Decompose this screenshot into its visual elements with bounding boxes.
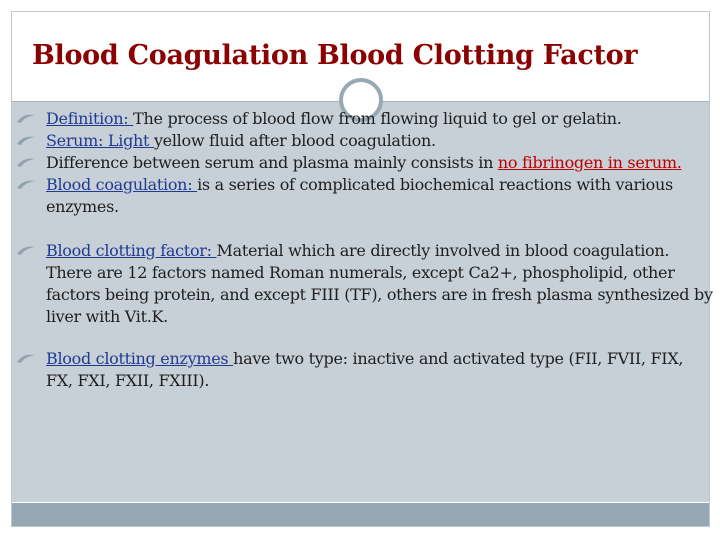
bullet-text: The process of blood flow from flowing liquid to gel or gelatin.	[133, 109, 622, 128]
bullet-term: Definition:	[46, 109, 134, 128]
bullet-swoosh-icon	[16, 113, 36, 124]
bullet-blood-coagulation	[14, 174, 714, 218]
bullet-text: have two type: inactive and activated type (FII, FVII, FIX, FX, FXI, FXII, FXIII).	[46, 349, 684, 390]
bullet-term: Blood clotting factor:	[46, 241, 217, 260]
bullet-swoosh-icon	[16, 157, 36, 168]
bullet-text: yellow fluid after blood coagulation.	[153, 131, 436, 150]
footer-bar	[12, 503, 709, 526]
bullet-swoosh-icon	[16, 179, 36, 190]
bullet-text: Difference between serum and plasma mainly consists in	[46, 153, 498, 172]
bullet-swoosh-icon	[16, 353, 36, 364]
bullet-difference	[14, 152, 714, 174]
bullet-highlight: no fibrinogen in serum.	[497, 153, 682, 172]
bullet-swoosh-icon	[16, 245, 36, 256]
bullet-clotting-enzymes	[14, 348, 714, 392]
bullet-text: Material which are directly involved in blood coagulation. There are 12 factors named Roman numerals, except Ca2+, phospholipid, other factors being protein, and except FIII (TF), others are in fresh plasma synthesized by liver with Vit.K.	[46, 241, 713, 326]
bullet-term: Blood coagulation:	[46, 175, 198, 194]
bullet-clotting-factor	[14, 240, 714, 328]
bullet-term: Blood clotting enzymes	[46, 349, 234, 368]
bullet-definition	[14, 108, 714, 130]
slide-title: Blood Coagulation Blood Clotting Factor	[32, 40, 638, 71]
bullet-swoosh-icon	[16, 135, 36, 146]
bullet-term: Serum: Light	[46, 131, 154, 150]
bullet-text: is a series of complicated biochemical reactions with various enzymes.	[46, 175, 673, 216]
bullet-serum	[14, 130, 714, 152]
bullet-list	[14, 108, 714, 392]
